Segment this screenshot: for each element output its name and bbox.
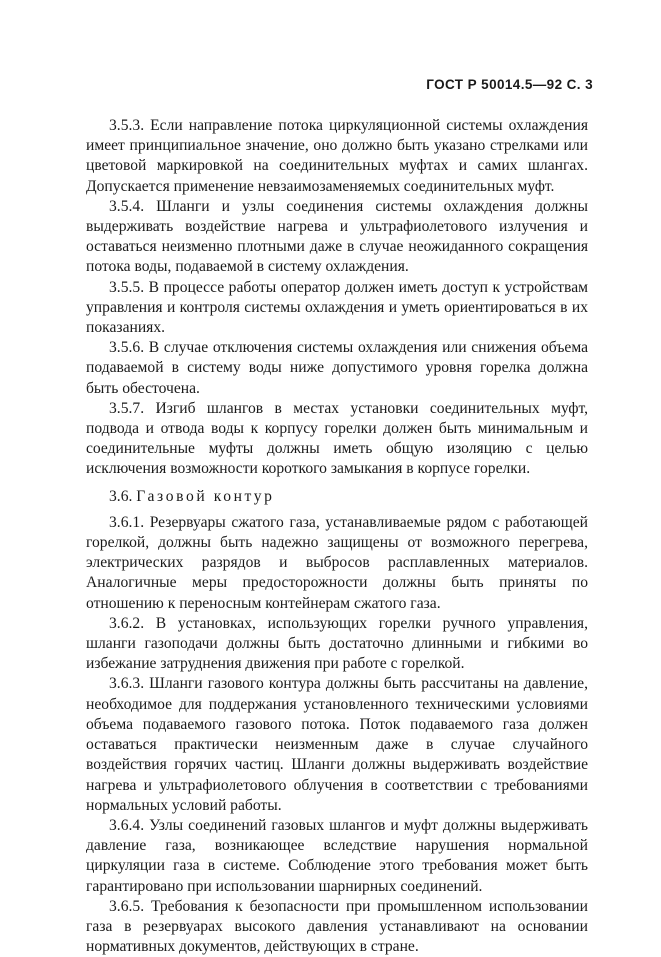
paragraph-3-6-5: 3.6.5. Требования к безопасности при промышленном использовании газа в резервуарах высокого давления устанавливают на основании нормативных документов, действующих в стране. <box>86 897 588 956</box>
paragraph-3-5-3: 3.5.3. Если направление потока циркуляционной системы охлаждения имеет принципиальное значение, оно должно быть указано стрелками или цветовой маркировкой на соединительных муфтах и самих шлангах. Допускается применение невзаимозаменяемых соединительных муфт. <box>86 117 588 195</box>
document-body <box>86 116 588 957</box>
paragraph-3-5-4: 3.5.4. Шланги и узлы соединения системы охлаждения должны выдерживать воздействие нагрева и ультрафиолетового излучения и оставаться неизменно плотными даже в случае неожиданного сокращения потока воды, подаваемой в систему охлаждения. <box>86 197 588 276</box>
page-header <box>426 77 593 92</box>
paragraph-3-6-3: 3.6.3. Шланги газового контура должны быть рассчитаны на давление, необходимое для поддержания установленного техническими условиями объема подаваемого газового потока. Поток подаваемого газа должен оставаться практически неизменным даже в случае случайного воздействия горячих частиц. Шланги должны выдерживать воздействие нагрева и ультрафиолетового облучения в соответствии с требованиями нормальных условий работы. <box>86 675 588 814</box>
page-number: С. 3 <box>566 77 593 92</box>
paragraph-3-6-1: 3.6.1. Резервуары сжатого газа, устанавливаемые рядом с работающей горелкой, должны быть надежно защищены от возможного перегрева, электрических разрядов и выбросов расплавленных материалов. Аналогичные меры предосторожности должны быть приняты по отношению к переносным контейнерам сжатого газа. <box>86 513 588 612</box>
paragraph-3-6-2: 3.6.2. В установках, использующих горелки ручного управления, шланги газоподачи должны быть достаточно длинными и гибкими во избежание затруднения движения при работе с горелкой. <box>86 614 588 673</box>
standard-number: ГОСТ Р 50014.5—92 <box>426 77 563 92</box>
section-title: Газовой контур <box>136 487 275 505</box>
paragraph-3-5-7: 3.5.7. Изгиб шлангов в местах установки соединительных муфт, подвода и отвода воды к корпусу горелки должен быть минимальным и соединительные муфты должны иметь общую изоляцию с целью исключения возможности короткого замыкания в корпусе горелки. <box>86 399 588 478</box>
paragraph-3-6-4: 3.6.4. Узлы соединений газовых шлангов и муфт должны выдерживать давление газа, возникающее вследствие нарушения нормальной циркуляции газа в системе. Соблюдение этого требования может быть гарантировано при использовании шарнирных соединений. <box>86 816 588 895</box>
section-heading-3-6 <box>86 487 588 507</box>
section-number: 3.6. <box>109 487 133 505</box>
paragraph-3-5-6: 3.5.6. В случае отключения системы охлаждения или снижения объема подаваемой в систему воды ниже допустимого уровня горелка должна быть обесточена. <box>86 339 588 397</box>
paragraph-3-5-5: 3.5.5. В процессе работы оператор должен иметь доступ к устройствам управления и контроля системы охлаждения и уметь ориентироваться в их показаниях. <box>86 278 588 337</box>
